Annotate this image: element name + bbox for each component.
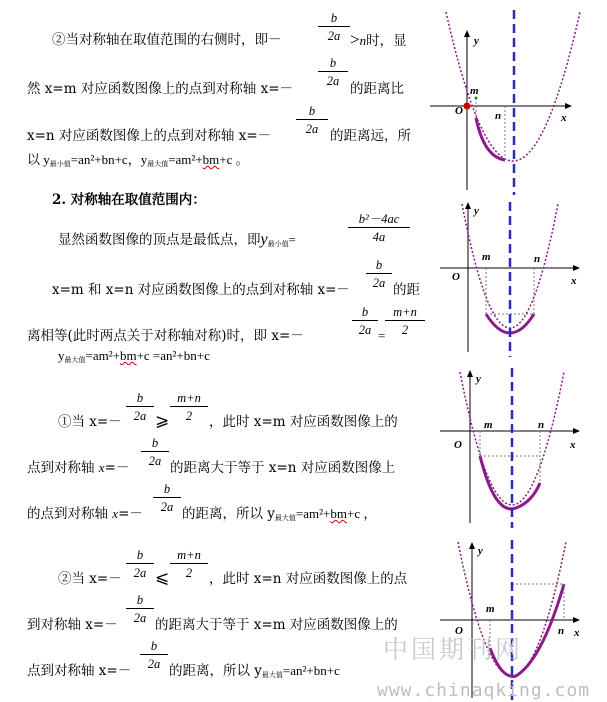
n-label: n [558,625,565,637]
c1-line3-text-a: 的点到对称轴 [27,506,113,522]
max-sub: 最大值 [64,356,86,364]
c2-line2-text-b: 的距离大于等于 x=m 对应函数图像上的 [155,617,398,633]
c2-frac2 [170,548,208,580]
p1-line3-text-b: 的距离远，所 [330,128,411,144]
m-label: m [470,85,479,97]
m-label: m [486,603,495,615]
origin-label: O [455,105,463,117]
frac-num: b [126,593,154,609]
c1-line2-text-b: =－ [104,460,130,476]
expr-underlined: bm [330,506,347,521]
x-axis-label: x [571,275,577,287]
p1-line2-text-a: 然 x=m 对应函数图像上的点到对称轴 x=－ [27,81,294,97]
var-n: n [359,33,367,48]
c2-line3-text-b: 的距离，所以 y [169,663,262,679]
y-axis-arrow [467,370,473,377]
geq-sign: ⩾ [155,411,170,430]
expr: +c ， [347,506,377,521]
frac-den: 2 [185,566,193,580]
expr-underlined: bm [119,348,137,363]
c2-line2-rest [155,617,398,633]
frac-den: 2a [147,657,161,671]
c1-line1-text-a: ①当 x=－ [58,414,122,430]
expr: =am²+ [85,348,120,363]
c1-line1 [58,414,122,430]
c2-rel [155,570,169,586]
sec2-line2-text: x=m 和 x=n 对应函数图像上的点到对称轴 x=－ [52,282,350,298]
y-label: y [260,231,268,248]
frac-num: b [318,11,350,27]
expr: =am²+ [168,152,203,167]
y-label: y [58,348,65,363]
expr: +c 。 [219,152,249,167]
var-x: x [98,460,105,475]
frac-den: 2 [401,323,409,337]
m-dot [475,97,478,100]
section-2-heading [52,192,206,208]
c2-frac3 [126,593,154,625]
c1-line3 [27,506,143,522]
p1-line1-rest [350,32,407,49]
sec2-line2 [52,282,350,298]
p1-line3 [27,128,271,144]
max-sub: 最大值 [274,514,296,522]
y-label: 以 y [27,152,50,167]
c2-line3 [27,663,131,679]
c2-line3-text-a: 点到对称轴 x=－ [27,663,132,679]
frac-num: m+n [385,305,425,321]
p1-line1-text-a: ②当对称轴在取值范围的右侧时，即－ [52,32,282,48]
y-axis-label: y [478,545,483,557]
frac-num: m+n [170,391,208,407]
eq-sign: = [378,328,386,343]
frac-num: b [126,391,154,407]
frac-den: 2a [358,323,372,337]
x-axis-arrow [573,265,580,271]
expr: +c =an²+bn+c [136,348,210,363]
frac-num: b [296,104,328,120]
c1-rel [155,413,169,429]
watermark-url: www.chinaqking.com [377,680,591,701]
m-label: m [484,419,493,431]
c1-line1-rest [209,414,398,430]
n-label: n [534,253,541,265]
c2-line3-rest [169,663,340,683]
graph-1 [430,10,595,195]
vertex-frac [348,212,410,244]
p1-line3-text-a: x=n 对应函数图像上的点到对称轴 x=－ [27,128,272,144]
c1-line3-text-c: 的距离，所以 y [182,506,275,522]
origin-label: O [455,625,463,637]
section-heading-text: 2. 对称轴在取值范围内： [52,192,206,208]
sec2-line2-rest [393,282,420,298]
p1-line1 [52,32,282,48]
parabola-segment [480,456,540,509]
p1-line2-rest [350,81,404,97]
c2-line1 [58,571,122,587]
c1-frac4 [153,482,181,514]
var-x: x [112,506,119,521]
c1-line2-text-a: 点到对称轴 [27,460,99,476]
frac-num: b [126,548,154,564]
c2-line1-text-b: ，此时 x=n 对应函数图像上的点 [209,571,408,587]
p1-line3-rest [330,128,411,144]
c1-line1-text-b: ，此时 x=m 对应函数图像上的 [209,414,398,430]
max-sub: 最大值 [147,160,169,168]
sec2-line3 [27,328,304,344]
c1-frac3 [141,436,169,468]
frac-den: 2a [133,409,147,423]
origin-label: O [454,439,462,451]
x-axis-arrow [573,617,580,623]
expr-underlined: bm [202,152,220,167]
p1-line4 [27,152,249,172]
c1-line2-text-c: 的距离大于等于 x=n 对应函数图像上 [170,460,396,476]
c1-frac1 [126,391,154,423]
frac-num: b [153,482,181,498]
frac-den: 2a [327,29,341,43]
frac-num: b [352,305,378,321]
n-label: n [495,110,502,122]
c1-line3-text-b: =－ [118,506,143,522]
leq-sign: ⩽ [155,568,170,587]
expr: =an²+bn+c [282,663,340,678]
frac-den: 2a [372,276,386,290]
frac-den: 2a [305,122,319,136]
y-axis-label: y [476,373,481,385]
frac-den: 2a [133,566,147,580]
p1-frac3 [296,104,328,136]
origin-dot [464,103,471,110]
sec2-frac3 [385,305,425,337]
graph-3 [440,368,600,528]
frac-num: b [366,258,392,274]
c1-line3-rest [182,506,376,526]
sec2-line2-text-b: 的距 [393,282,420,298]
c1-frac2 [170,391,208,423]
x-axis-label: x [570,439,576,451]
p1-line2 [27,81,293,97]
sec2-line4 [58,348,210,368]
p1-frac2 [318,56,348,88]
frac-num: b²－4ac [348,212,410,228]
frac-num: b [140,639,168,655]
sec2-line1 [58,232,296,252]
c2-line2 [27,617,118,633]
y-axis-arrow [464,30,470,37]
min-sub: 最小值 [49,160,71,168]
sec2-frac2 [352,305,378,337]
x-axis-label: x [574,627,580,639]
x-axis-arrow [565,103,572,109]
c2-line2-text-a: 到对称轴 x=－ [27,617,118,633]
frac-den: 2a [326,74,340,88]
frac-den: 2a [148,454,162,468]
frac-num: b [318,56,348,72]
frac-num: b [141,436,169,452]
min-sub: 最小值 [267,240,289,248]
expr: =an²+bn+c，y [70,152,148,167]
y-axis-label: y [474,205,479,217]
m-label: m [482,251,491,263]
c2-line1-text-a: ②当 x=－ [58,571,122,587]
c1-line2-rest [170,460,395,476]
x-axis-label: x [561,112,567,124]
frac-den: 2a [160,500,174,514]
expr: =am²+ [295,506,331,521]
sec2-line1-text: 显然函数图像的顶点是最低点，即 [58,232,261,248]
graph-4 [440,540,600,700]
c2-frac1 [126,548,154,580]
max-sub: 最大值 [261,671,283,679]
p1-line1-text-d: 时，显 [366,33,407,49]
n-label: n [538,419,545,431]
y-axis-arrow [465,202,471,209]
frac-den: 2 [185,409,193,423]
eq-sign: = [288,232,296,247]
y-axis-arrow [469,542,475,549]
p1-frac1 [318,11,350,43]
frac-den: 2a [133,611,147,625]
graph-2 [440,202,600,357]
origin-label: O [452,271,460,283]
frac-den: 4a [372,230,386,244]
sec2-frac1 [366,258,392,290]
gt-sign: > [350,30,360,49]
c1-line2 [27,460,129,476]
p1-line2-text-b: 的距离比 [350,81,404,97]
c2-line1-rest [209,571,407,587]
watermark-cn: 中国期刊网 [383,635,524,664]
x-axis-arrow [573,428,580,434]
y-axis-label: y [474,35,479,47]
frac-num: m+n [170,548,208,564]
c2-frac4 [140,639,168,671]
sec2-line3-text: 离相等(此时两点关于对称轴对称)时，即 x=－ [27,328,304,344]
